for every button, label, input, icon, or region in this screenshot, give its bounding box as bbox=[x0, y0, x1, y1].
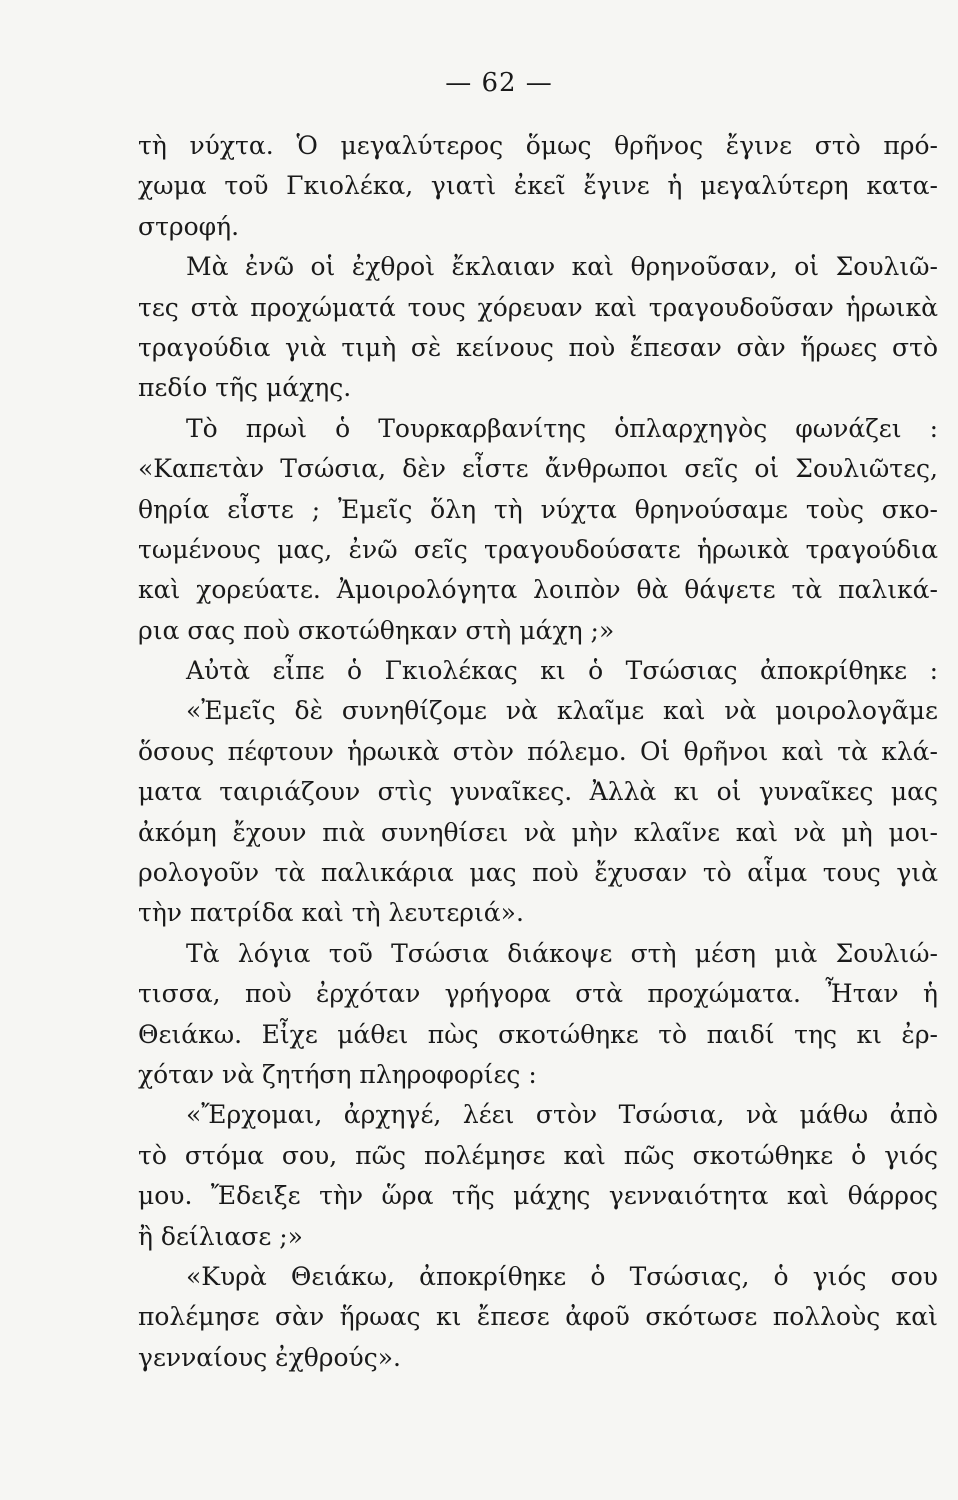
page-number: — 62 — bbox=[445, 68, 553, 98]
text-line: Μὰ ἐνῶ οἱ ἐχθροὶ ἔκλαιαν καὶ θρηνοῦσαν, οἱ Σουλιῶ- bbox=[186, 252, 938, 282]
text-line: «Ἐμεῖς δὲ συνηθίζομε νὰ κλαῖμε καὶ νὰ μοιρολογᾶμε bbox=[186, 696, 938, 726]
text-line: ὅσους πέφτουν ἡρωικὰ στὸν πόλεμο. Οἱ θρῆνοι καὶ τὰ κλά- bbox=[138, 736, 938, 766]
text-line: «Ἔρχομαι, ἀρχηγέ, λέει στὸν Τσώσια, νὰ μάθω ἀπὸ bbox=[186, 1100, 938, 1130]
text-line: «Καπετὰν Τσώσια, δὲν εἶστε ἄνθρωποι σεῖς οἱ Σουλιῶτες, bbox=[138, 454, 938, 484]
text-line: τες στὰ προχώματά τους χόρευαν καὶ τραγουδοῦσαν ἡρωικὰ bbox=[138, 292, 938, 322]
text-line: τὴν πατρίδα καὶ τὴ λευτεριά». bbox=[138, 898, 524, 928]
text-line: θηρία εἶστε ; Ἐμεῖς ὅλη τὴ νύχτα θρηνούσαμε τοὺς σκο- bbox=[138, 494, 938, 524]
text-line: πεδίο τῆς μάχης. bbox=[138, 373, 352, 403]
text-line: Τὸ πρωὶ ὁ Τουρκαρβανίτης ὁπλαρχηγὸς φωνάζει : bbox=[186, 413, 938, 443]
text-line: ἀκόμη ἔχουν πιὰ συνηθίσει νὰ μὴν κλαῖνε καὶ νὰ μὴ μοι- bbox=[138, 817, 938, 847]
text-line: ἢ δείλιασε ;» bbox=[138, 1221, 303, 1251]
text-line: Αὐτὰ εἶπε ὁ Γκιολέκας κι ὁ Τσώσιας ἀποκρίθηκε : bbox=[186, 656, 938, 686]
text-line: Τὰ λόγια τοῦ Τσώσια διάκοψε στὴ μέση μιὰ Σουλιώ- bbox=[186, 938, 938, 968]
text-line: τωμένους μας, ἐνῶ σεῖς τραγουδούσατε ἡρωικὰ τραγούδια bbox=[138, 534, 938, 564]
text-line: χωμα τοῦ Γκιολέκα, γιατὶ ἐκεῖ ἔγινε ἡ μεγαλύτερη κατα- bbox=[138, 171, 938, 201]
text-line: τὴ νύχτα. Ὁ μεγαλύτερος ὅμως θρῆνος ἔγινε στὸ πρό- bbox=[138, 131, 938, 160]
text-line: καὶ χορεύατε. Ἀμοιρολόγητα λοιπὸν θὰ θάψετε τὰ παλικά- bbox=[138, 575, 938, 605]
text-line: χόταν νὰ ζητήση πληροφορίες : bbox=[138, 1059, 537, 1089]
text-line: τὸ στόμα σου, πῶς πολέμησε καὶ πῶς σκοτώθηκε ὁ γιός bbox=[138, 1140, 938, 1170]
text-line: «Κυρὰ Θειάκω, ἀποκρίθηκε ὁ Τσώσιας, ὁ γιός σου bbox=[186, 1261, 938, 1291]
text-line: μου. Ἔδειξε τὴν ὥρα τῆς μάχης γενναιότητα καὶ θάρρος bbox=[138, 1181, 938, 1211]
text-line: Θειάκω. Εἶχε μάθει πὼς σκοτώθηκε τὸ παιδί της κι ἐρ- bbox=[138, 1019, 938, 1049]
text-line: πολέμησε σὰν ἥρωας κι ἔπεσε ἀφοῦ σκότωσε πολλοὺς καὶ bbox=[138, 1302, 938, 1332]
text-line: γενναίους ἐχθρούς». bbox=[138, 1342, 401, 1372]
text-line: ματα ταιριάζουν στὶς γυναῖκες. Ἀλλὰ κι οἱ γυναῖκες μας bbox=[138, 777, 938, 807]
text-line: στροφή. bbox=[138, 211, 240, 241]
text-line: τραγούδια γιὰ τιμὴ σὲ κείνους ποὺ ἔπεσαν σὰν ἥρωες στὸ bbox=[138, 332, 938, 362]
text-line: τισσα, ποὺ ἐρχόταν γρήγορα στὰ προχώματα. Ἦταν ἡ bbox=[138, 979, 938, 1009]
body-text bbox=[138, 126, 938, 1378]
text-line: ρια σας ποὺ σκοτώθηκαν στὴ μάχη ;» bbox=[138, 615, 615, 645]
text-line: ρολογοῦν τὰ παλικάρια μας ποὺ ἔχυσαν τὸ αἷμα τους γιὰ bbox=[138, 858, 938, 888]
